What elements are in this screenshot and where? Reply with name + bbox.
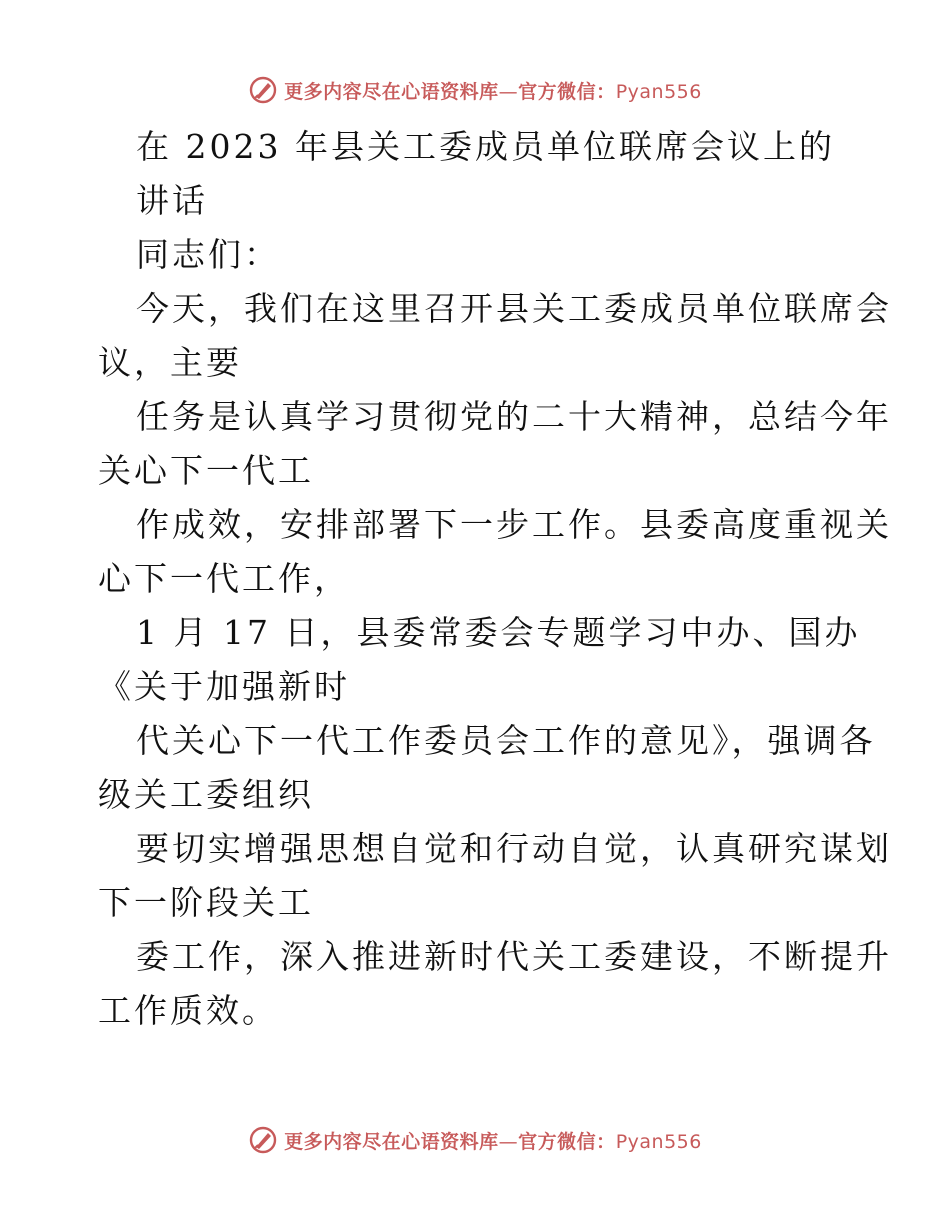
text-line: 下一阶段关工	[98, 883, 314, 922]
text-line: 关心下一代工	[98, 451, 314, 490]
quill-seal-icon	[248, 1125, 278, 1155]
text-line: 任务是认真学习贯彻党的二十大精神，总结今年	[136, 397, 892, 436]
watermark-text: 更多内容尽在心语资料库—官方微信：Pyan556	[284, 80, 702, 103]
text-line: 作成效，安排部署下一步工作。县委高度重视关	[136, 505, 892, 544]
text-line: 心下一代工作，	[98, 559, 350, 598]
text-line: 代关心下一代工作委员会工作的意见》，强调各	[136, 721, 876, 760]
text-line: 级关工委组织	[98, 775, 314, 814]
text-line: 委工作，深入推进新时代关工委建设，不断提升	[136, 937, 892, 976]
document-body	[98, 120, 892, 1038]
watermark-header	[0, 70, 950, 110]
text-line: 1 月 17 日，县委常委会专题学习中办、国办	[136, 613, 861, 652]
quill-seal-icon	[248, 75, 278, 105]
text-line: 讲话	[136, 181, 208, 220]
text-line: 今天，我们在这里召开县关工委成员单位联席会	[136, 289, 892, 328]
watermark-footer	[0, 1120, 950, 1160]
text-line: 要切实增强思想自觉和行动自觉，认真研究谋划	[136, 829, 892, 868]
text-line: 《关于加强新时	[98, 667, 350, 706]
text-line: 同志们：	[136, 235, 280, 274]
text-line: 工作质效。	[98, 991, 278, 1030]
text-line: 议，主要	[98, 343, 242, 382]
watermark-text: 更多内容尽在心语资料库—官方微信：Pyan556	[284, 1130, 702, 1153]
text-line: 在 2023 年县关工委成员单位联席会议上的	[136, 127, 835, 166]
